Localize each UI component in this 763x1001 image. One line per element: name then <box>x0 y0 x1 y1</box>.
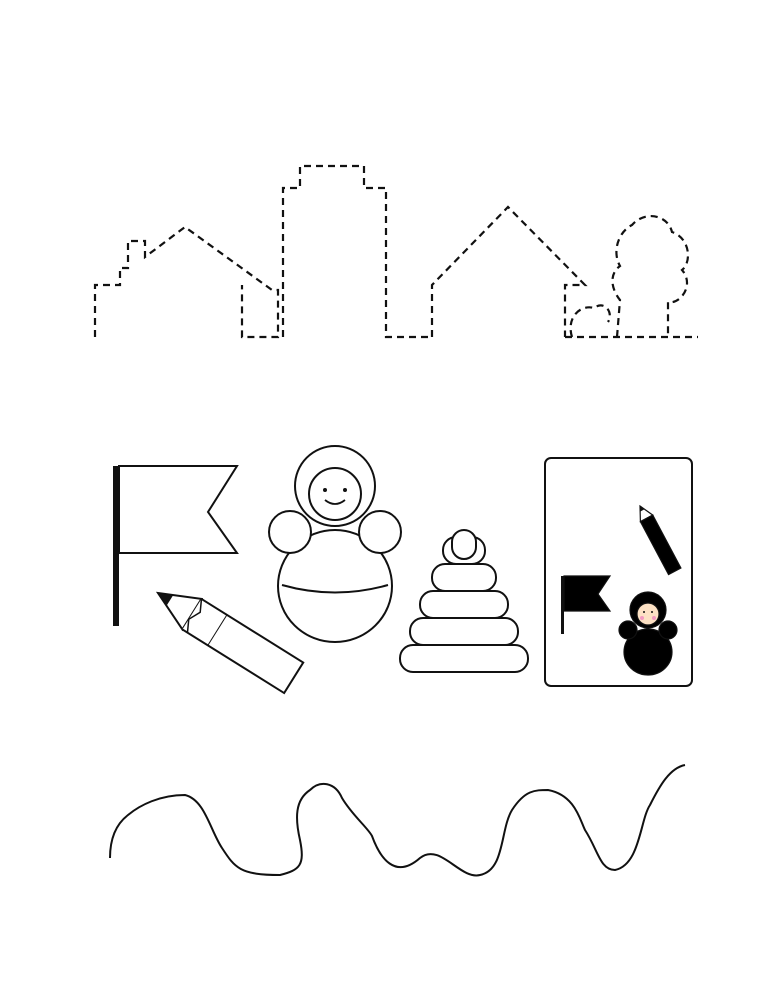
bead-string <box>110 765 685 875</box>
